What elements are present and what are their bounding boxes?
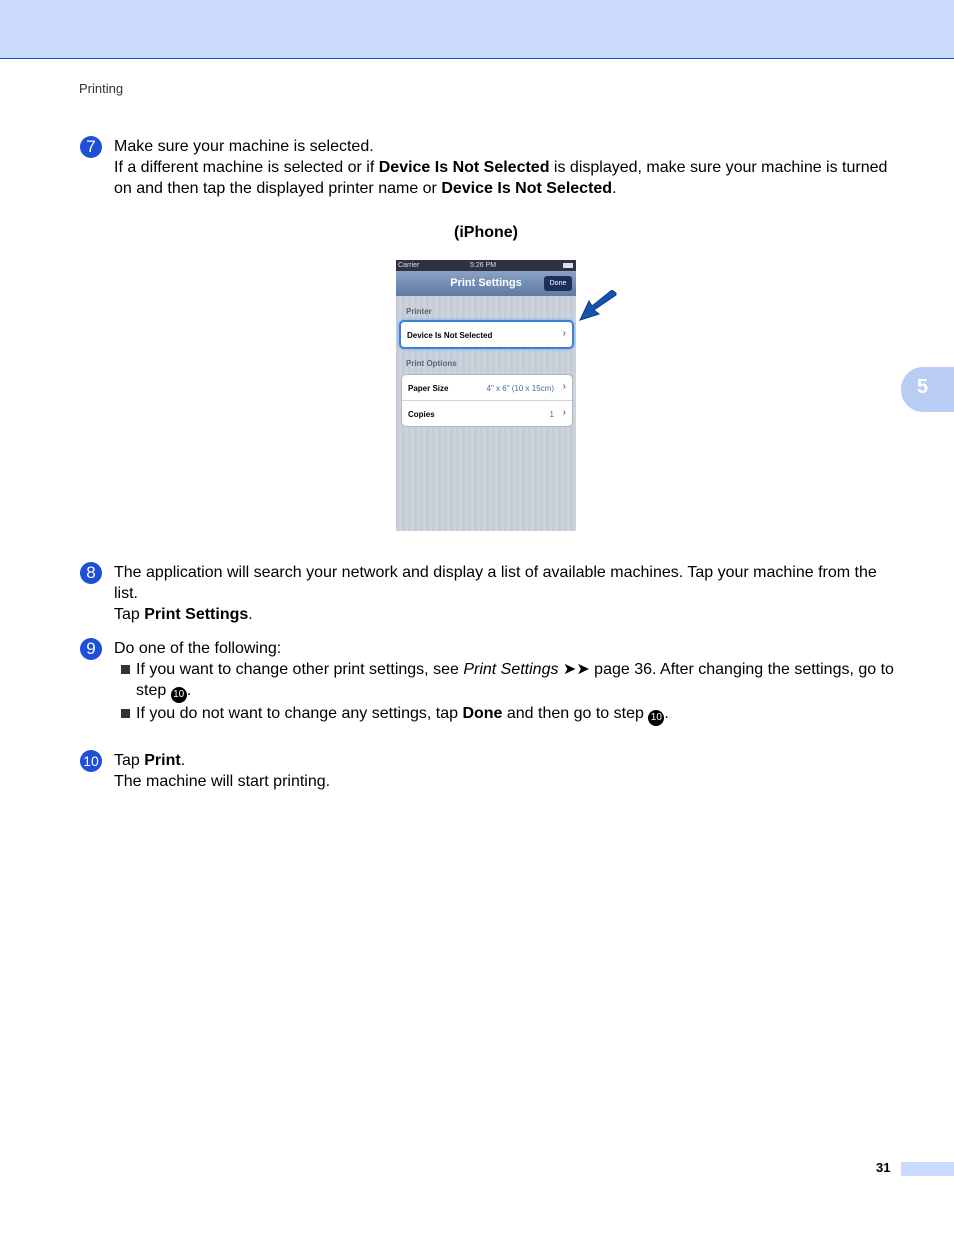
chevron-right-icon: ›: [562, 407, 566, 418]
printer-group: [399, 320, 574, 349]
copies-cell[interactable]: [402, 400, 572, 426]
print-options-group: [401, 374, 573, 427]
bullet-item: If you want to change other print settings, see Print Settings ➤➤ page 36. After changing the settings, go to step 10 .: [114, 659, 894, 703]
page-number: 31: [876, 1160, 891, 1175]
footer-bar: [901, 1162, 954, 1176]
step-ref: 10: [648, 710, 664, 726]
step-body: [114, 638, 894, 726]
cell-label: Paper Size: [408, 384, 449, 393]
printer-select-cell[interactable]: [401, 322, 572, 347]
carrier-label: Carrier: [398, 262, 420, 269]
step-body: [114, 750, 894, 792]
section-label-printer: Printer: [406, 307, 432, 316]
nav-title: Print Settings: [450, 277, 522, 289]
chevron-right-icon: ›: [562, 328, 566, 339]
step-body: [114, 562, 894, 625]
cell-label: Copies: [408, 410, 435, 419]
section-label-print-options: Print Options: [406, 359, 457, 368]
step-text: Tap Print.: [114, 752, 186, 769]
battery-icon: [563, 263, 573, 268]
step-text: Tap Print Settings.: [114, 606, 253, 623]
step-text: The application will search your network and display a list of available machines. Tap your machine from the list.: [114, 564, 877, 602]
navigation-bar: [396, 271, 576, 296]
step-text: Do one of the following:: [114, 640, 282, 657]
cell-value: 1: [549, 410, 554, 419]
cell-value: 4" x 6" (10 x 15cm): [486, 384, 554, 393]
step-number: 9: [80, 638, 102, 660]
step-ref: 10: [171, 687, 187, 703]
chapter-tab: [901, 367, 954, 412]
done-button[interactable]: Done: [544, 276, 572, 291]
pointer-arrow-icon: [578, 290, 618, 322]
step-body: [114, 136, 894, 199]
running-head: Printing: [79, 81, 124, 96]
figure-caption: (iPhone): [454, 224, 518, 241]
iphone-screenshot: [396, 260, 576, 531]
step-number: 7: [80, 136, 102, 158]
step-text: Make sure your machine is selected.: [114, 138, 374, 155]
step-text: If a different machine is selected or if Device Is Not Selected is displayed, make sure your machine is turned on and then tap the displayed printer name or Device Is Not Selected.: [114, 159, 888, 197]
status-bar: [396, 260, 576, 271]
bullet-item: If you do not want to change any settings, tap Done and then go to step 10 .: [114, 703, 894, 726]
header-band: [0, 0, 954, 59]
clock: 5:26 PM: [470, 262, 497, 269]
cell-label: Device Is Not Selected: [407, 331, 493, 340]
paper-size-cell[interactable]: [402, 375, 572, 400]
step-number: 10: [80, 750, 102, 772]
step-number: 8: [80, 562, 102, 584]
step-text: The machine will start printing.: [114, 773, 331, 790]
chapter-number: 5: [917, 376, 929, 398]
chevron-right-icon: ›: [562, 381, 566, 392]
